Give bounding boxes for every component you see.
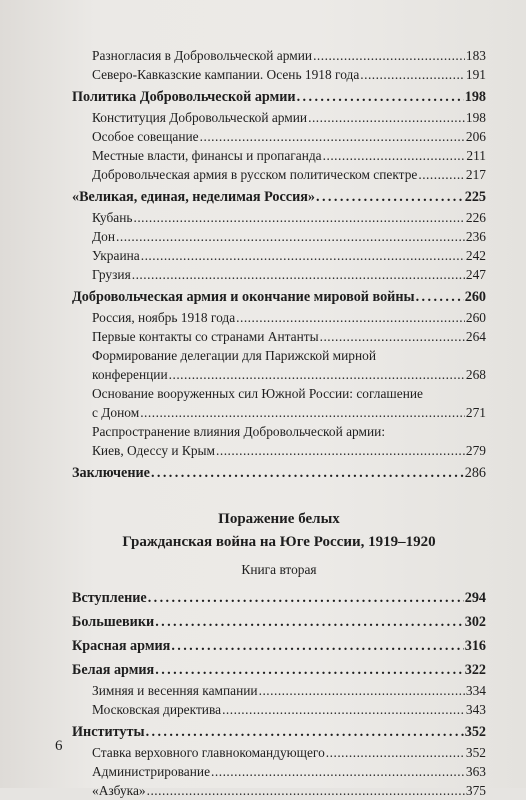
toc-leader-dots xyxy=(418,165,465,184)
toc-entry-title: Конституция Добровольческой армии xyxy=(92,110,308,125)
toc-subentry xyxy=(72,246,486,265)
toc-entry-title-line1: Основание вооруженных сил Южной России: соглашение xyxy=(92,386,423,401)
toc-subentry-wrapped xyxy=(72,422,486,460)
toc-entry-page: 264 xyxy=(465,329,486,344)
toc-entry-title: Администрирование xyxy=(92,764,211,779)
toc-leader-dots xyxy=(133,208,464,227)
toc-subentry-wrapped xyxy=(72,346,486,384)
toc-leader-dots xyxy=(132,265,465,284)
toc-entry-page: 198 xyxy=(464,89,486,105)
toc-entry-page: 211 xyxy=(466,148,486,163)
toc-wrapped-entries xyxy=(72,346,486,460)
toc-subentry xyxy=(72,46,486,65)
toc-subentry xyxy=(72,65,486,84)
toc-entry-title: Добровольческая армия и окончание мировой войны xyxy=(72,289,415,305)
toc-entry-title: Грузия xyxy=(92,267,131,282)
toc-entry-page: 352 xyxy=(465,745,486,760)
toc-leader-dots xyxy=(146,722,464,743)
toc-leader-dots xyxy=(313,46,465,65)
toc-entry-title-line2: с Доном xyxy=(92,405,140,420)
toc-entry-page: 226 xyxy=(465,210,486,225)
toc-chapter-entry xyxy=(72,588,486,609)
toc-entry-title: Ставка верховного главнокомандующего xyxy=(92,745,325,760)
toc-leader-dots xyxy=(155,612,464,633)
toc-leader-dots xyxy=(155,660,463,681)
toc-entry-page: 198 xyxy=(465,110,486,125)
toc-entry-page: 294 xyxy=(464,590,486,606)
toc-entry-title: Северо-Кавказские кампании. Осень 1918 года xyxy=(92,67,360,82)
toc-entry-page: 206 xyxy=(465,129,486,144)
book-subtitle: Книга вторая xyxy=(241,562,317,577)
toc-entry-conclusion xyxy=(72,463,486,484)
toc-entry-title: Первые контакты со странами Антанты xyxy=(92,329,319,344)
toc-entry-title: «Великая, единая, неделимая Россия» xyxy=(72,189,316,205)
toc-subentry xyxy=(72,227,486,246)
toc-entry-line2 xyxy=(92,365,486,384)
toc-leader-dots xyxy=(222,700,465,719)
toc-entry-page: 279 xyxy=(465,443,486,458)
toc-entry-title: Заключение xyxy=(72,465,150,481)
table-of-contents xyxy=(72,46,486,800)
toc-leader-dots xyxy=(360,65,465,84)
toc-entry-title: Московская директива xyxy=(92,702,222,717)
toc-entry-page: 286 xyxy=(464,465,486,481)
toc-leader-dots xyxy=(147,781,465,800)
toc-subentry xyxy=(72,146,486,165)
toc-subentry xyxy=(72,781,486,800)
toc-subentry xyxy=(72,743,486,762)
toc-chapter-entry xyxy=(72,612,486,633)
toc-entry-page: 268 xyxy=(465,367,486,382)
toc-entry-title-line1: Формирование делегации для Парижской мирной xyxy=(92,348,377,363)
toc-chapter-entry xyxy=(72,722,486,743)
toc-leader-dots xyxy=(236,308,465,327)
toc-entry-page: 334 xyxy=(465,683,486,698)
toc-leader-dots xyxy=(141,246,465,265)
toc-entry-page: 247 xyxy=(465,267,486,282)
toc-entry-title: Добровольческая армия в русском политическом спектре xyxy=(92,167,418,182)
toc-entry-title: Местные власти, финансы и пропаганда xyxy=(92,148,322,163)
toc-entry-title: Дон xyxy=(92,229,115,244)
toc-entry-page: 352 xyxy=(464,724,486,740)
toc-entry-title: Большевики xyxy=(72,614,155,630)
toc-entry-title: Россия, ноябрь 1918 года xyxy=(92,310,236,325)
toc-entry-page: 183 xyxy=(465,48,486,63)
toc-entry-title: «Азбука» xyxy=(92,783,146,798)
book-heading-line1: Поражение белых xyxy=(218,511,340,527)
toc-entry-page: 271 xyxy=(465,405,486,420)
toc-subentry xyxy=(72,308,486,327)
toc-entry-title: Зимняя и весенняя кампании xyxy=(92,683,258,698)
toc-leader-dots xyxy=(151,463,464,484)
toc-entry-line2 xyxy=(92,403,486,422)
toc-entry-title-line1: Распространение влияния Добровольческой армии: xyxy=(92,424,386,439)
toc-entry-page: 322 xyxy=(464,662,486,678)
toc-entry-page: 302 xyxy=(464,614,486,630)
toc-entry-page: 260 xyxy=(464,289,486,305)
toc-entry-page: 375 xyxy=(465,783,486,798)
toc-subentry xyxy=(72,700,486,719)
toc-subentry xyxy=(72,681,486,700)
toc-leader-dots xyxy=(116,227,465,246)
toc-entry-page: 236 xyxy=(465,229,486,244)
toc-entry-page: 217 xyxy=(465,167,486,182)
toc-entry-title: Красная армия xyxy=(72,638,171,654)
toc-subentry xyxy=(72,208,486,227)
toc-section-part2 xyxy=(72,588,486,800)
toc-leader-dots xyxy=(297,87,464,108)
toc-leader-dots xyxy=(211,762,465,781)
toc-leader-dots xyxy=(169,365,465,384)
page-number: 6 xyxy=(55,738,63,754)
toc-chapter-entry xyxy=(72,287,486,308)
toc-leader-dots xyxy=(320,327,465,346)
toc-entry-title: Политика Добровольческой армии xyxy=(72,89,296,105)
toc-entry-page: 363 xyxy=(465,764,486,779)
toc-entry-title: Кубань xyxy=(92,210,133,225)
toc-chapter-entry xyxy=(72,87,486,108)
toc-entry-title-line2: конференции xyxy=(92,367,168,382)
toc-leader-dots xyxy=(308,108,465,127)
toc-leader-dots xyxy=(323,146,466,165)
toc-entry-title: Украина xyxy=(92,248,140,263)
toc-entry-page: 191 xyxy=(465,67,486,82)
toc-entry-page: 316 xyxy=(464,638,486,654)
toc-leader-dots xyxy=(148,588,464,609)
toc-leader-dots xyxy=(316,187,464,208)
toc-entry-page: 242 xyxy=(465,248,486,263)
toc-entry-title: Разногласия в Добровольческой армии xyxy=(92,48,313,63)
book-heading-line2: Гражданская война на Юге России, 1919–1920 xyxy=(122,534,436,550)
toc-chapter-entry xyxy=(72,636,486,657)
toc-leader-dots xyxy=(416,287,464,308)
toc-entry-title: Белая армия xyxy=(72,662,155,678)
toc-subentry xyxy=(72,265,486,284)
toc-subentry xyxy=(72,762,486,781)
toc-entry-title: Институты xyxy=(72,724,145,740)
toc-chapter-entry xyxy=(72,187,486,208)
toc-subentry xyxy=(72,127,486,146)
toc-leader-dots xyxy=(326,743,465,762)
toc-subentry xyxy=(72,165,486,184)
toc-leader-dots xyxy=(171,636,463,657)
toc-leader-dots xyxy=(140,403,465,422)
toc-leader-dots xyxy=(259,681,465,700)
toc-entry-page: 225 xyxy=(464,189,486,205)
toc-subentry-wrapped xyxy=(72,384,486,422)
toc-entry-title-line2: Киев, Одессу и Крым xyxy=(92,443,216,458)
toc-entry-page: 260 xyxy=(465,310,486,325)
toc-subentry xyxy=(72,108,486,127)
toc-chapter-entry xyxy=(72,660,486,681)
toc-section-part1 xyxy=(72,46,486,346)
toc-entry-title: Особое совещание xyxy=(92,129,199,144)
toc-entry-line2 xyxy=(92,441,486,460)
toc-leader-dots xyxy=(216,441,465,460)
toc-subentry xyxy=(72,327,486,346)
toc-entry-page: 343 xyxy=(465,702,486,717)
toc-leader-dots xyxy=(200,127,465,146)
toc-entry-title: Вступление xyxy=(72,590,147,606)
